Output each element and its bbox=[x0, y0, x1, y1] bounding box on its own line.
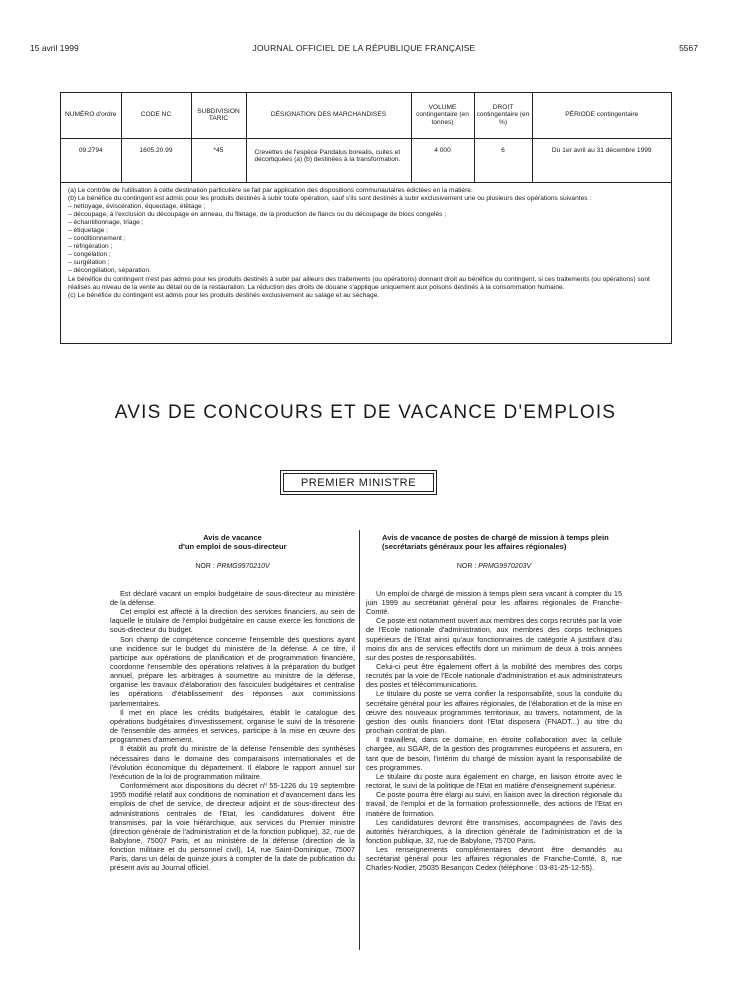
footnote: (b) Le bénéfice du contingent est admis pour les produits destinés à subir toute opération, sauf s'ils sont destinés à subir exclusivement une ou plusieurs des opérations suivantes : bbox=[68, 194, 592, 202]
article-title: Avis de vacance de postes de chargé de mission à temps plein (secrétariats généraux pour les affaires régionales) bbox=[382, 533, 609, 552]
article-paragraph: Le titulaire du poste aura également en charge, en liaison étroite avec le rectorat, le suivi de la politique de l'Etat en matière d'enseignement supérieur. bbox=[366, 771, 622, 791]
column-header: NUMÉRO d'ordre bbox=[61, 93, 121, 138]
footnote: – conditionnement ; bbox=[68, 235, 126, 243]
column-header: DROIT contingentaire (en %) bbox=[474, 93, 532, 138]
nor-code: PRMG9970203V bbox=[478, 562, 532, 570]
article-paragraph: Il met en place les crédits budgétaires, établit le catalogue des opérations budgétaires d'investissement, organise le suivi de la trésorerie de l'ensemble des armées et services, participe à la mise en œuvre des programmes d'armement. bbox=[110, 707, 355, 745]
nor-label: NOR : bbox=[456, 562, 479, 570]
article-title-line: Avis de vacance bbox=[203, 533, 262, 542]
tariff-quota-table-box bbox=[60, 92, 672, 344]
column-header: CODE NC bbox=[121, 93, 191, 138]
nc-code-cell: 1605.20.99 bbox=[121, 138, 191, 182]
table-row bbox=[61, 138, 671, 182]
table-header-row bbox=[61, 93, 671, 138]
taric-cell: *45 bbox=[191, 138, 246, 182]
article-paragraph: Il travaillera, dans ce domaine, en étroite collaboration avec la cellule chargée, au SGAR, de la gestion des programmes européens et assurera, en tant que de besoin, l'intérim du chargé de mission ayant la responsabilité de ces programmes. bbox=[366, 735, 622, 772]
article-paragraph: Ce poste pourra être élargi au suivi, en liaison avec la direction régionale du travail, de l'emploi et de la formation professionnelle, des actions de l'Etat en matière de formation. bbox=[366, 790, 622, 818]
ministry-box bbox=[280, 470, 437, 495]
article-paragraph: Cet emploi est affecté à la direction des services financiers, au sein de laquelle le titulaire de l'emploi budgétaire en cause exerce les fonctions de sous-directeur du budget. bbox=[110, 607, 355, 635]
article-paragraph: Ce poste est notamment ouvert aux membres des corps recrutés par la voie de l'Ecole nationale d'administration, aux membres des corps techniques supérieurs de l'Etat ainsi qu'aux fonctionnaires de catégorie A justifiant d'au moins dix ans de services effectifs dont un minimum de deux à trois années sur des postes de responsabilités. bbox=[366, 616, 622, 662]
section-title: AVIS DE CONCOURS ET DE VACANCE D'EMPLOIS bbox=[114, 402, 617, 423]
article-paragraph: Il établit au profit du ministre de la défense l'ensemble des synthèses nécessaires dans le domaine des comparaisons internationales et de l'évolution économique du département. Il élabore le rapport annuel sur l'exécution de la loi de programmation militaire. bbox=[110, 744, 355, 781]
column-divider bbox=[359, 530, 360, 950]
article-paragraph: Son champ de compétence concerne l'ensemble des questions ayant une incidence sur le budget du ministère de la défense. A ce titre, il participe aux opérations de planification et de programmation financière, coordonne l'ensemble des opérations relatives à la préparation du budget annuel, prépare les arbitrages à soumettre au ministre de la défense, organise les travaux d'élaboration des fascicules budgétaires et centralise les opérations d'établissement des réponses aux commissions parlementaires. bbox=[110, 634, 355, 708]
footnote: Le bénéfice du contingent n'est pas admis pour les produits destinés à subir par ailleurs des traitements (ou opérations) donnant droit au bénéfice du contingent, si ces traitements (ou opérations) sont réalisés au niveau de la vente au détail ou de la restauration. La réduction des droits de douane s'applique uniquement aux poisons destinés à la consommation humaine. bbox=[68, 275, 650, 291]
article-paragraph: Les renseignements complémentaires devront être demandés au secrétariat général pour les affaires régionales de Franche-Comté, 8, rue Charles-Nodier, 25035 Besançon Cedex (téléphone : 03-81-25-12-55). bbox=[366, 845, 622, 873]
footnote: (a) Le contrôle de l'utilisation à cette destination particulière se fait par application des dispositions communautaires édictées en la matière. bbox=[68, 186, 473, 194]
issue-date: 15 avril 1999 bbox=[30, 43, 79, 53]
tariff-quota-table bbox=[61, 93, 671, 183]
footnote: – échantillonnage, triage ; bbox=[68, 218, 144, 226]
footnote: (c) Le bénéfice du contingent est admis pour les produits destinés exclusivement au salage et au séchage. bbox=[68, 291, 380, 299]
column-header: VOLUME contingentaire (en tonnes) bbox=[411, 93, 474, 138]
designation-cell: Crevettes de l'espèce Pandalus borealis, cuites et décortiquées (a) (b) destinées à la transformation. bbox=[246, 138, 411, 182]
order-number-cell: 09.2794 bbox=[61, 138, 121, 182]
footnote: – congélation ; bbox=[68, 251, 111, 259]
footnote: – découpage, à l'exclusion du découpage en anneau, du filetage, de la production de flancs ou du découpage de blocs congelés ; bbox=[68, 210, 447, 218]
table-footnotes bbox=[61, 183, 671, 300]
nor-reference bbox=[110, 562, 355, 571]
footnote: – surgélation ; bbox=[68, 259, 110, 267]
footnote: – réfrigération ; bbox=[68, 243, 113, 251]
article-paragraph: Un emploi de chargé de mission à temps plein sera vacant à compter du 15 juin 1999 au secrétariat général pour les affaires régionales de Franche-Comté. bbox=[366, 588, 622, 617]
nor-reference bbox=[366, 562, 622, 571]
footnote: – décongélation, séparation. bbox=[68, 267, 151, 275]
column-header: SUBDIVISION TARIC bbox=[191, 93, 246, 138]
journal-title: JOURNAL OFFICIEL DE LA RÉPUBLIQUE FRANÇAISE bbox=[252, 43, 476, 53]
volume-cell: 4 000 bbox=[411, 138, 474, 182]
footnote: – étiquetage ; bbox=[68, 226, 108, 234]
nor-label: NOR : bbox=[195, 562, 217, 570]
article-title bbox=[110, 533, 355, 552]
article-paragraph: Les candidatures devront être transmises, accompagnées de l'avis des autorités hiérarchiques, à la direction générale de l'administration et de la fonction publique, 32, rue de Babylone, 75700 Paris. bbox=[366, 817, 622, 845]
nor-code: PRMG9970210V bbox=[216, 562, 270, 570]
article-paragraph: Est déclaré vacant un emploi budgétaire de sous-directeur au ministère de la défense. bbox=[110, 588, 355, 607]
article-paragraph: Le titulaire du poste se verra confier la responsabilité, sous la conduite du secrétaire général pour les affaires régionales, de l'élaboration et de la mise en œuvre des nouveaux programmes territoriaux, au travers, notamment, de la gestion des outils financiers dont l'Etat disposera (FNADT...) au titre du prochain contrat de plan. bbox=[366, 689, 622, 736]
column-header: PÉRIODE contingentaire bbox=[532, 93, 671, 138]
duty-cell: 6 bbox=[474, 138, 532, 182]
article-title-line: d'un emploi de sous-directeur bbox=[178, 542, 287, 552]
period-cell: Du 1er avril au 31 décembre 1999 bbox=[532, 138, 671, 182]
ministry-label: PREMIER MINISTRE bbox=[283, 473, 434, 492]
footnote: – nettoyage, éviscération, équeutage, étêtage ; bbox=[68, 202, 206, 210]
right-article bbox=[366, 533, 622, 873]
column-header: DÉSIGNATION DES MARCHANDISES bbox=[246, 93, 411, 138]
page-header bbox=[30, 43, 698, 57]
page-number: 5567 bbox=[679, 43, 698, 53]
article-paragraph: Celui-ci peut être également offert à la mobilité des membres des corps recrutés par la voie de l'Ecole nationale d'administration et aux administrateurs des postes et télécommunications. bbox=[366, 662, 622, 690]
article-paragraph: Conformément aux dispositions du décret nº 55-1226 du 19 septembre 1955 modifié relatif aux conditions de nomination et d'avancement dans les emplois de chef de service, de directeur adjoint et de sous-directeur des administrations centrales de l'Etat, les candidatures doivent être transmises, par la voie hiérarchique, aux services du Premier ministre (direction générale de l'administration et de la fonction publique), 32, rue de Babylone, 75007 Paris, et au ministère de la défense (direction de la fonction militaire et du personnel civil), 14, rue Saint-Dominique, 75007 Paris, dans un délai de quinze jours à compter de la date de publication du présent avis au Journal officiel. bbox=[110, 781, 355, 873]
left-article bbox=[110, 533, 355, 873]
